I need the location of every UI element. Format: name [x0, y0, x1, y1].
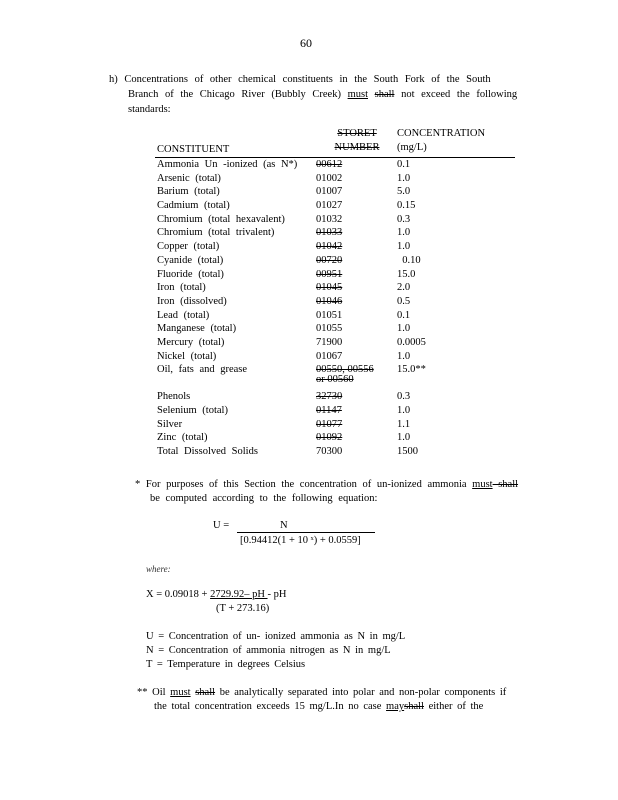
table-row — [155, 185, 515, 199]
footnote2-may: may — [386, 701, 405, 712]
concentration-value: 15.0** — [397, 364, 426, 376]
constituent-name: Chromium (total hexavalent) — [157, 213, 285, 225]
footnote2-must: must — [170, 687, 191, 698]
concentration-value: 1.0 — [397, 227, 411, 239]
storet-number — [316, 186, 342, 197]
footnote2-shall-2: shall — [404, 701, 424, 712]
storet-value-line2: or 00560 — [316, 374, 354, 386]
header-storet — [327, 127, 387, 155]
concentration-value: 1.0 — [397, 323, 411, 335]
header-conc-line1: CONCENTRATION — [397, 128, 486, 139]
table-row — [155, 240, 515, 254]
table-row — [155, 350, 515, 364]
constituent-name: Ammonia Un -ionized (as N*) — [157, 159, 298, 170]
storet-number — [316, 214, 342, 225]
concentration-value: 1500 — [397, 446, 418, 458]
intro-line-1: h) Concentrations of other chemical constituents in the South Fork of the South — [109, 74, 491, 85]
constituent-name: Iron (total) — [157, 282, 206, 294]
storet-number — [316, 323, 342, 334]
footnote2-line2-post: either of the — [423, 701, 484, 712]
table-row — [155, 295, 515, 309]
constituent-name: Iron (dissolved) — [157, 295, 227, 307]
storet-number — [316, 351, 342, 362]
table-header — [155, 127, 515, 157]
storet-number — [316, 391, 342, 402]
definition-t: T = Temperature in degrees Celsius — [146, 659, 306, 670]
intro-shall: shall — [374, 89, 395, 100]
constituent-name: Manganese (total) — [157, 323, 237, 335]
footnote1-shall: shall — [492, 479, 519, 490]
header-conc-line2: (mg/L) — [397, 142, 427, 153]
storet-number — [316, 419, 342, 430]
storet-number — [316, 227, 342, 238]
storet-number — [316, 159, 342, 170]
table-row — [155, 226, 515, 240]
storet-number — [316, 364, 374, 385]
header-constituent: CONSTITUENT — [157, 144, 230, 155]
table-row — [155, 363, 515, 390]
storet-number — [316, 405, 342, 416]
storet-value: 01027 — [316, 200, 343, 212]
constituent-name: Lead (total) — [157, 309, 210, 321]
storet-value: 01147 — [316, 405, 342, 416]
concentration-value: 0.5 — [397, 295, 411, 307]
storet-value: 00550, 00556 — [316, 364, 374, 376]
definition-u: U = Concentration of un- ionized ammonia as N in mg/L — [146, 631, 406, 642]
constituent-name: Total Dissolved Solids — [157, 446, 258, 458]
constituent-name: Fluoride (total) — [157, 268, 224, 280]
concentration-value: 1.0 — [397, 172, 411, 184]
storet-number — [316, 269, 342, 280]
storet-number — [316, 173, 342, 184]
storet-number — [316, 446, 342, 457]
footnote2-line-1 — [137, 687, 506, 698]
constituent-name: Barium (total) — [157, 186, 220, 198]
storet-number — [316, 200, 342, 211]
storet-value: 32730 — [316, 391, 343, 403]
footnote2-line-2 — [154, 701, 483, 712]
concentration-value: 0.3 — [397, 213, 411, 225]
header-concentration — [397, 127, 485, 155]
concentration-value: 0.3 — [397, 391, 411, 403]
storet-number — [316, 310, 342, 321]
header-storet-line1: STORET — [337, 128, 377, 139]
footnote1-line-2: be computed according to the following equation: — [150, 493, 378, 504]
intro-line-2-pre: Branch of the Chicago River (Bubbly Creek) — [128, 89, 348, 100]
intro-line-3: standards: — [128, 104, 171, 115]
footnote2-shall: shall — [195, 687, 216, 698]
table-row — [155, 158, 515, 172]
storet-number — [316, 337, 342, 348]
concentration-value: 15.0 — [397, 268, 416, 280]
equation2-line — [146, 589, 287, 600]
table-row — [155, 431, 515, 445]
table-row — [155, 213, 515, 227]
storet-value: 01045 — [316, 282, 343, 294]
storet-value: 01032 — [316, 213, 343, 225]
constituent-name: Copper (total) — [157, 241, 220, 253]
concentration-value: 1.0 — [397, 432, 411, 444]
table-row — [155, 404, 515, 418]
storet-value: 01055 — [316, 323, 343, 335]
table-row — [155, 445, 515, 459]
equation2-denominator: (T + 273.16) — [216, 603, 270, 614]
constituent-name: Oil, fats and grease — [157, 364, 248, 376]
footnote2-line2-pre: the total concentration exceeds 15 mg/L.In no case — [154, 701, 387, 712]
constituent-name: Cadmium (total) — [157, 200, 230, 212]
constituent-name: Cyanide (total) — [157, 254, 224, 266]
storet-number — [316, 241, 342, 252]
concentration-value: 1.0 — [397, 350, 411, 362]
constituent-name: Mercury (total) — [157, 336, 225, 348]
concentration-value: 5.0 — [397, 186, 411, 198]
table-row — [155, 418, 515, 432]
equation2-suffix: - pH — [267, 589, 287, 600]
constituent-name: Nickel (total) — [157, 350, 217, 362]
footnote1-line-1 — [135, 479, 518, 490]
equation1-denominator: [0.94412(1 + 10 ˣ) + 0.0559] — [240, 535, 361, 546]
equation1-lhs: U = — [213, 520, 230, 531]
constituent-name: Zinc (total) — [157, 432, 208, 444]
equation1-fraction-bar — [237, 532, 375, 533]
storet-value: 01067 — [316, 350, 343, 362]
definition-n: N = Concentration of ammonia nitrogen as N in mg/L — [146, 645, 391, 656]
table-row — [155, 172, 515, 186]
intro-must: must — [347, 89, 368, 100]
equation2-lhs: X = 0.09018 + — [146, 589, 211, 600]
storet-value: 70300 — [316, 446, 343, 458]
table-row — [155, 322, 515, 336]
concentration-value: 0.1 — [397, 159, 411, 170]
table-row — [155, 390, 515, 404]
storet-value: 01007 — [316, 186, 343, 198]
table-row — [155, 199, 515, 213]
table-row — [155, 336, 515, 350]
concentration-value: 1.0 — [397, 241, 411, 253]
header-storet-line2: NUMBER — [334, 142, 380, 153]
table-row — [155, 268, 515, 282]
concentration-value: 0.1 — [397, 309, 411, 321]
storet-value: 00720 — [316, 254, 343, 266]
storet-number — [316, 432, 342, 443]
table-body — [155, 158, 515, 459]
storet-value: 01042 — [316, 241, 343, 253]
storet-value: 00951 — [316, 268, 343, 280]
concentration-value: 0.10 — [397, 254, 421, 266]
constituent-name: Silver — [157, 418, 183, 430]
storet-number — [316, 282, 342, 293]
storet-value: 71900 — [316, 336, 343, 348]
storet-number — [316, 255, 342, 266]
concentration-value: 2.0 — [397, 282, 411, 294]
intro-line-2-post: not exceed the following — [401, 89, 518, 100]
footnote2-post: be analytically separated into polar and non-polar components if — [215, 687, 507, 698]
concentration-value: 1.0 — [397, 405, 411, 416]
constituent-name: Arsenic (total) — [157, 172, 221, 184]
storet-value: 01051 — [316, 309, 343, 321]
footnote2-pre: ** Oil — [137, 687, 171, 698]
storet-value: 01033 — [316, 227, 343, 239]
table-row — [155, 281, 515, 295]
constituent-table — [155, 127, 515, 458]
concentration-value: 0.15 — [397, 200, 416, 212]
concentration-value: 0.0005 — [397, 336, 426, 348]
equation1-numerator: N — [280, 520, 288, 531]
storet-value: 01092 — [316, 432, 343, 444]
constituent-name: Selenium (total) — [157, 405, 228, 416]
storet-value: 01002 — [316, 172, 343, 184]
constituent-name: Phenols — [157, 391, 191, 403]
storet-value: 01077 — [316, 418, 343, 430]
equation2-numerator: 2729.92– pH — [210, 589, 268, 600]
where-label: where: — [146, 564, 171, 574]
storet-value: 00612 — [316, 159, 343, 170]
intro-line-2 — [128, 89, 517, 100]
page-number: 60 — [300, 36, 312, 50]
footnote1-pre: * For purposes of this Section the concentration of un-ionized ammonia — [135, 479, 473, 490]
table-row — [155, 309, 515, 323]
constituent-name: Chromium (total trivalent) — [157, 227, 275, 239]
storet-value: 01046 — [316, 295, 343, 307]
concentration-value: 1.1 — [397, 418, 411, 430]
table-row — [155, 254, 515, 268]
storet-number — [316, 296, 342, 307]
footnote1-must: must — [472, 479, 493, 490]
